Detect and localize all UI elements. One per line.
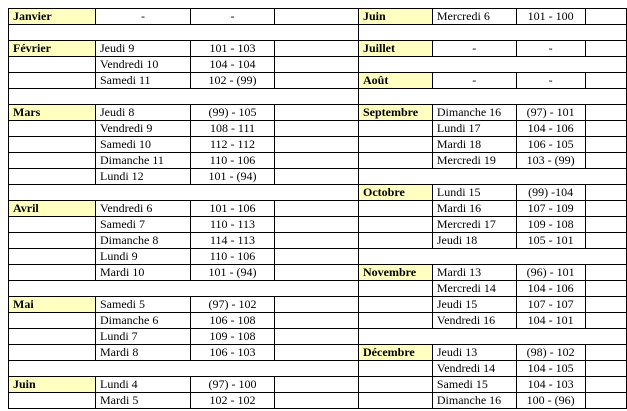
score-cell: 101 - 106	[191, 201, 275, 217]
empty-cell	[359, 361, 433, 377]
empty-cell	[9, 393, 96, 409]
table-row	[9, 233, 359, 249]
day-cell: Mercredi 14	[432, 281, 516, 297]
month-cell: Novembre	[359, 265, 433, 281]
month-cell: Octobre	[359, 185, 433, 201]
empty-cell	[359, 377, 433, 393]
score-cell: (97) - 100	[191, 377, 275, 393]
score-cell: 101 - (94)	[191, 265, 275, 281]
empty-cell	[359, 233, 433, 249]
table-row	[9, 137, 359, 153]
empty-cell	[585, 265, 626, 281]
spacer-row	[9, 25, 359, 41]
table-row	[359, 393, 627, 409]
table-row	[9, 377, 359, 393]
empty-cell	[359, 89, 433, 105]
day-cell: Vendredi 9	[96, 121, 191, 137]
empty-cell	[585, 121, 626, 137]
empty-cell	[275, 57, 359, 73]
empty-cell	[275, 121, 359, 137]
day-cell: Mardi 10	[96, 265, 191, 281]
day-cell: Dimanche 16	[432, 105, 516, 121]
spacer-row	[9, 89, 359, 105]
empty-cell	[191, 281, 275, 297]
empty-cell	[191, 361, 275, 377]
empty-cell	[359, 217, 433, 233]
empty-cell	[359, 281, 433, 297]
spacer-row	[359, 249, 627, 265]
table-row	[9, 153, 359, 169]
empty-cell	[275, 153, 359, 169]
empty-cell	[275, 201, 359, 217]
empty-cell	[9, 233, 96, 249]
empty-cell	[9, 153, 96, 169]
day-cell: Lundi 7	[96, 329, 191, 345]
score-cell: 104 - 104	[191, 57, 275, 73]
schedule-body-right	[359, 9, 627, 409]
empty-cell	[275, 313, 359, 329]
table-row	[359, 185, 627, 201]
day-cell: Vendredi 10	[96, 57, 191, 73]
empty-cell	[275, 41, 359, 57]
empty-cell	[96, 185, 191, 201]
empty-cell	[96, 361, 191, 377]
empty-cell	[275, 9, 359, 25]
empty-cell	[191, 185, 275, 201]
day-cell: Jeudi 15	[432, 297, 516, 313]
score-cell: 110 - 106	[191, 249, 275, 265]
score-cell: (97) - 101	[516, 105, 585, 121]
day-cell: Jeudi 18	[432, 233, 516, 249]
empty-cell	[585, 57, 626, 73]
table-row	[9, 9, 359, 25]
table-row	[359, 41, 627, 57]
day-cell: Samedi 10	[96, 137, 191, 153]
spacer-row	[359, 169, 627, 185]
month-cell: Mai	[9, 297, 96, 313]
empty-cell	[585, 105, 626, 121]
empty-cell	[359, 25, 433, 41]
empty-cell	[9, 73, 96, 89]
day-cell: Dimanche 16	[432, 393, 516, 409]
empty-cell	[9, 281, 96, 297]
day-cell: Dimanche 6	[96, 313, 191, 329]
empty-cell	[275, 361, 359, 377]
score-cell: 106 - 103	[191, 345, 275, 361]
table-row	[9, 73, 359, 89]
empty-cell	[359, 249, 433, 265]
empty-cell	[359, 153, 433, 169]
empty-cell	[275, 185, 359, 201]
score-cell: 104 - 101	[516, 313, 585, 329]
table-row	[359, 137, 627, 153]
empty-cell	[275, 73, 359, 89]
day-cell: -	[96, 9, 191, 25]
empty-cell	[585, 41, 626, 57]
score-cell: 103 - (99)	[516, 153, 585, 169]
day-cell: Dimanche 8	[96, 233, 191, 249]
score-cell: 110 - 106	[191, 153, 275, 169]
empty-cell	[275, 89, 359, 105]
month-cell: Décembre	[359, 345, 433, 361]
table-row	[9, 265, 359, 281]
empty-cell	[275, 217, 359, 233]
empty-cell	[275, 169, 359, 185]
score-cell: 109 - 108	[191, 329, 275, 345]
score-cell: 101 - 103	[191, 41, 275, 57]
score-cell: (99) - 105	[191, 105, 275, 121]
score-cell: 107 - 107	[516, 297, 585, 313]
spacer-row	[9, 281, 359, 297]
table-row	[359, 121, 627, 137]
score-cell: 100 - (96)	[516, 393, 585, 409]
day-cell: Samedi 7	[96, 217, 191, 233]
score-cell: (96) - 101	[516, 265, 585, 281]
empty-cell	[275, 329, 359, 345]
empty-cell	[585, 201, 626, 217]
empty-cell	[275, 345, 359, 361]
score-cell: (97) - 102	[191, 297, 275, 313]
empty-cell	[585, 313, 626, 329]
empty-cell	[275, 25, 359, 41]
empty-cell	[432, 89, 516, 105]
table-row	[359, 105, 627, 121]
day-cell: Samedi 5	[96, 297, 191, 313]
table-row	[359, 217, 627, 233]
table-row	[359, 153, 627, 169]
table-row	[9, 201, 359, 217]
score-cell: 104 - 106	[516, 281, 585, 297]
day-cell: Jeudi 9	[96, 41, 191, 57]
spacer-row	[359, 57, 627, 73]
score-cell: 107 - 109	[516, 201, 585, 217]
table-row	[9, 297, 359, 313]
day-cell: Vendredi 16	[432, 313, 516, 329]
table-row	[9, 105, 359, 121]
empty-cell	[585, 89, 626, 105]
table-row	[9, 217, 359, 233]
empty-cell	[191, 89, 275, 105]
score-cell: -	[516, 73, 585, 89]
empty-cell	[275, 377, 359, 393]
score-cell: 110 - 113	[191, 217, 275, 233]
table-row	[359, 73, 627, 89]
score-cell: -	[516, 41, 585, 57]
empty-cell	[585, 377, 626, 393]
empty-cell	[9, 169, 96, 185]
score-cell: 112 - 112	[191, 137, 275, 153]
table-row	[359, 345, 627, 361]
day-cell: Lundi 12	[96, 169, 191, 185]
day-cell: Vendredi 6	[96, 201, 191, 217]
table-row	[9, 329, 359, 345]
empty-cell	[275, 393, 359, 409]
table-row	[359, 281, 627, 297]
empty-cell	[432, 57, 516, 73]
score-cell: 104 - 105	[516, 361, 585, 377]
empty-cell	[359, 297, 433, 313]
day-cell: Jeudi 8	[96, 105, 191, 121]
month-cell: Mars	[9, 105, 96, 121]
empty-cell	[432, 329, 516, 345]
score-cell: (99) -104	[516, 185, 585, 201]
score-cell: 104 - 103	[516, 377, 585, 393]
spacer-row	[359, 25, 627, 41]
score-cell: 102 - (99)	[191, 73, 275, 89]
empty-cell	[585, 329, 626, 345]
empty-cell	[96, 89, 191, 105]
empty-cell	[191, 25, 275, 41]
empty-cell	[516, 329, 585, 345]
empty-cell	[9, 137, 96, 153]
day-cell: Lundi 4	[96, 377, 191, 393]
day-cell: Lundi 9	[96, 249, 191, 265]
score-cell: 102 - 102	[191, 393, 275, 409]
empty-cell	[9, 57, 96, 73]
empty-cell	[585, 73, 626, 89]
empty-cell	[516, 89, 585, 105]
empty-cell	[359, 121, 433, 137]
empty-cell	[275, 249, 359, 265]
empty-cell	[432, 249, 516, 265]
table-row	[359, 297, 627, 313]
empty-cell	[96, 281, 191, 297]
month-cell: Avril	[9, 201, 96, 217]
empty-cell	[585, 361, 626, 377]
empty-cell	[9, 361, 96, 377]
day-cell: Mercredi 6	[432, 9, 516, 25]
table-row	[9, 121, 359, 137]
table-row	[359, 233, 627, 249]
day-cell: Dimanche 11	[96, 153, 191, 169]
empty-cell	[9, 329, 96, 345]
empty-cell	[96, 25, 191, 41]
score-cell: 109 - 108	[516, 217, 585, 233]
schedule-table-right	[358, 8, 627, 409]
score-cell: 108 - 111	[191, 121, 275, 137]
empty-cell	[359, 393, 433, 409]
table-row	[9, 169, 359, 185]
empty-cell	[275, 265, 359, 281]
empty-cell	[585, 345, 626, 361]
empty-cell	[516, 25, 585, 41]
day-cell: Samedi 11	[96, 73, 191, 89]
score-cell: 106 - 108	[191, 313, 275, 329]
table-row	[9, 393, 359, 409]
schedule-table-left	[8, 8, 359, 409]
empty-cell	[516, 249, 585, 265]
day-cell: Samedi 15	[432, 377, 516, 393]
table-row	[359, 377, 627, 393]
score-cell: 101 - 100	[516, 9, 585, 25]
table-row	[9, 249, 359, 265]
day-cell: Vendredi 14	[432, 361, 516, 377]
spacer-row	[9, 361, 359, 377]
score-cell: 104 - 106	[516, 121, 585, 137]
month-cell: Juillet	[359, 41, 433, 57]
table-row	[359, 313, 627, 329]
score-cell: 101 - (94)	[191, 169, 275, 185]
day-cell: Jeudi 13	[432, 345, 516, 361]
empty-cell	[9, 185, 96, 201]
empty-cell	[275, 297, 359, 313]
empty-cell	[359, 169, 433, 185]
empty-cell	[516, 169, 585, 185]
table-row	[9, 313, 359, 329]
empty-cell	[585, 217, 626, 233]
empty-cell	[359, 57, 433, 73]
empty-cell	[585, 25, 626, 41]
empty-cell	[9, 345, 96, 361]
score-cell: -	[191, 9, 275, 25]
month-cell: Août	[359, 73, 433, 89]
empty-cell	[275, 233, 359, 249]
empty-cell	[516, 57, 585, 73]
schedule-body-left	[9, 9, 359, 409]
score-cell: 114 - 113	[191, 233, 275, 249]
spacer-row	[9, 185, 359, 201]
empty-cell	[359, 313, 433, 329]
empty-cell	[585, 297, 626, 313]
day-cell: Mardi 13	[432, 265, 516, 281]
spacer-row	[359, 329, 627, 345]
empty-cell	[9, 313, 96, 329]
day-cell: Mardi 18	[432, 137, 516, 153]
empty-cell	[585, 249, 626, 265]
empty-cell	[585, 233, 626, 249]
month-cell: Février	[9, 41, 96, 57]
empty-cell	[432, 169, 516, 185]
table-row	[359, 9, 627, 25]
empty-cell	[585, 9, 626, 25]
month-cell: Juin	[359, 9, 433, 25]
table-row	[359, 201, 627, 217]
month-cell: Janvier	[9, 9, 96, 25]
table-row	[9, 41, 359, 57]
empty-cell	[275, 105, 359, 121]
score-cell: 105 - 101	[516, 233, 585, 249]
empty-cell	[9, 265, 96, 281]
day-cell: Lundi 17	[432, 121, 516, 137]
empty-cell	[9, 121, 96, 137]
day-cell: Mardi 8	[96, 345, 191, 361]
empty-cell	[275, 137, 359, 153]
empty-cell	[359, 137, 433, 153]
spacer-row	[359, 89, 627, 105]
empty-cell	[585, 185, 626, 201]
empty-cell	[9, 25, 96, 41]
table-row	[359, 265, 627, 281]
day-cell: Lundi 15	[432, 185, 516, 201]
empty-cell	[585, 153, 626, 169]
day-cell: -	[432, 73, 516, 89]
day-cell: Mercredi 19	[432, 153, 516, 169]
empty-cell	[585, 169, 626, 185]
empty-cell	[585, 137, 626, 153]
month-cell: Juin	[9, 377, 96, 393]
empty-cell	[359, 329, 433, 345]
day-cell: Mardi 5	[96, 393, 191, 409]
table-row	[9, 57, 359, 73]
score-cell: (98) - 102	[516, 345, 585, 361]
empty-cell	[9, 249, 96, 265]
table-row	[359, 361, 627, 377]
empty-cell	[432, 25, 516, 41]
month-cell: Septembre	[359, 105, 433, 121]
day-cell: -	[432, 41, 516, 57]
empty-cell	[585, 393, 626, 409]
score-cell: 106 - 105	[516, 137, 585, 153]
empty-cell	[359, 201, 433, 217]
empty-cell	[9, 89, 96, 105]
table-row	[9, 345, 359, 361]
empty-cell	[9, 217, 96, 233]
empty-cell	[585, 281, 626, 297]
empty-cell	[275, 281, 359, 297]
day-cell: Mercredi 17	[432, 217, 516, 233]
day-cell: Mardi 16	[432, 201, 516, 217]
